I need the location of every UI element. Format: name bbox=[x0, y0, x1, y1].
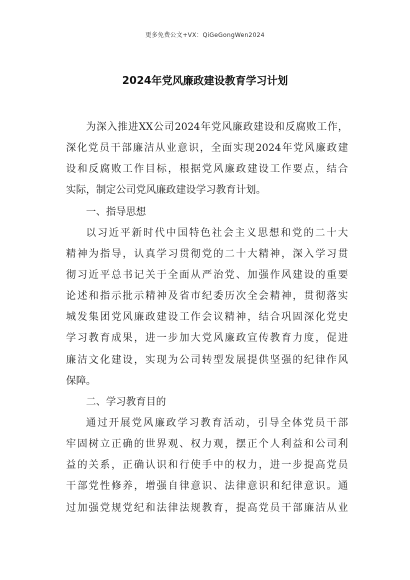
section-heading: 二、学习教育目的 bbox=[86, 396, 166, 408]
body-text-line: 以习近平新时代中国特色社会主义思想和党的二十大 bbox=[86, 227, 348, 239]
body-text-line: 精神为指导，认真学习贯彻党的二十大精神，深入学习贯 bbox=[66, 248, 348, 260]
body-text-line: 益的关系，正确认识和行使手中的权力，进一步提高党员 bbox=[66, 460, 348, 472]
body-text-line: 设和反腐败工作目标，根据党风廉政建设工作要点，结合 bbox=[66, 164, 348, 176]
body-text-line: 论述和指示批示精神及省市纪委历次全会精神，贯彻落实 bbox=[66, 291, 348, 303]
body-text-line: 通过开展党风廉政学习教育活动，引导全体党员干部 bbox=[86, 417, 348, 429]
body-text-line: 深化党员干部廉洁从业意识，全面实现2024年党风廉政建 bbox=[66, 143, 348, 155]
body-text-line: 实际，制定公司党风廉政建设学习教育计划。 bbox=[66, 185, 266, 197]
body-text-line: 学习教育成果，进一步加大党风廉政宣传教育力度，促进 bbox=[66, 333, 348, 345]
body-text-line: 为深入推进XX公司2024年党风廉政建设和反腐败工作， bbox=[86, 122, 348, 133]
body-text-line: 城发集团党风廉政建设工作会议精神，结合巩固深化党史 bbox=[66, 312, 348, 324]
watermark-text: 更多免费公文+VX：QiGeGongWen2024 bbox=[145, 32, 265, 39]
section-heading: 一、指导思想 bbox=[86, 206, 146, 218]
body-text-line: 过加强党规党纪和法律法规教育，提高党员干部廉洁从业 bbox=[66, 502, 348, 514]
document-body bbox=[66, 117, 348, 519]
body-text-line: 牢固树立正确的世界观、权力观，摆正个人利益和公司利 bbox=[66, 439, 348, 451]
document-title: 2024年党风廉政建设教育学习计划 bbox=[122, 75, 288, 87]
body-text-line: 干部党性修养，增强自律意识、法律意识和纪律意识。通 bbox=[66, 481, 348, 493]
body-text-line: 彻习近平总书记关于全面从严治党、加强作风建设的重要 bbox=[66, 269, 348, 281]
body-text-line: 保障。 bbox=[66, 375, 96, 387]
body-text-line: 廉洁文化建设，实现为公司转型发展提供坚强的纪律作风 bbox=[66, 354, 348, 366]
